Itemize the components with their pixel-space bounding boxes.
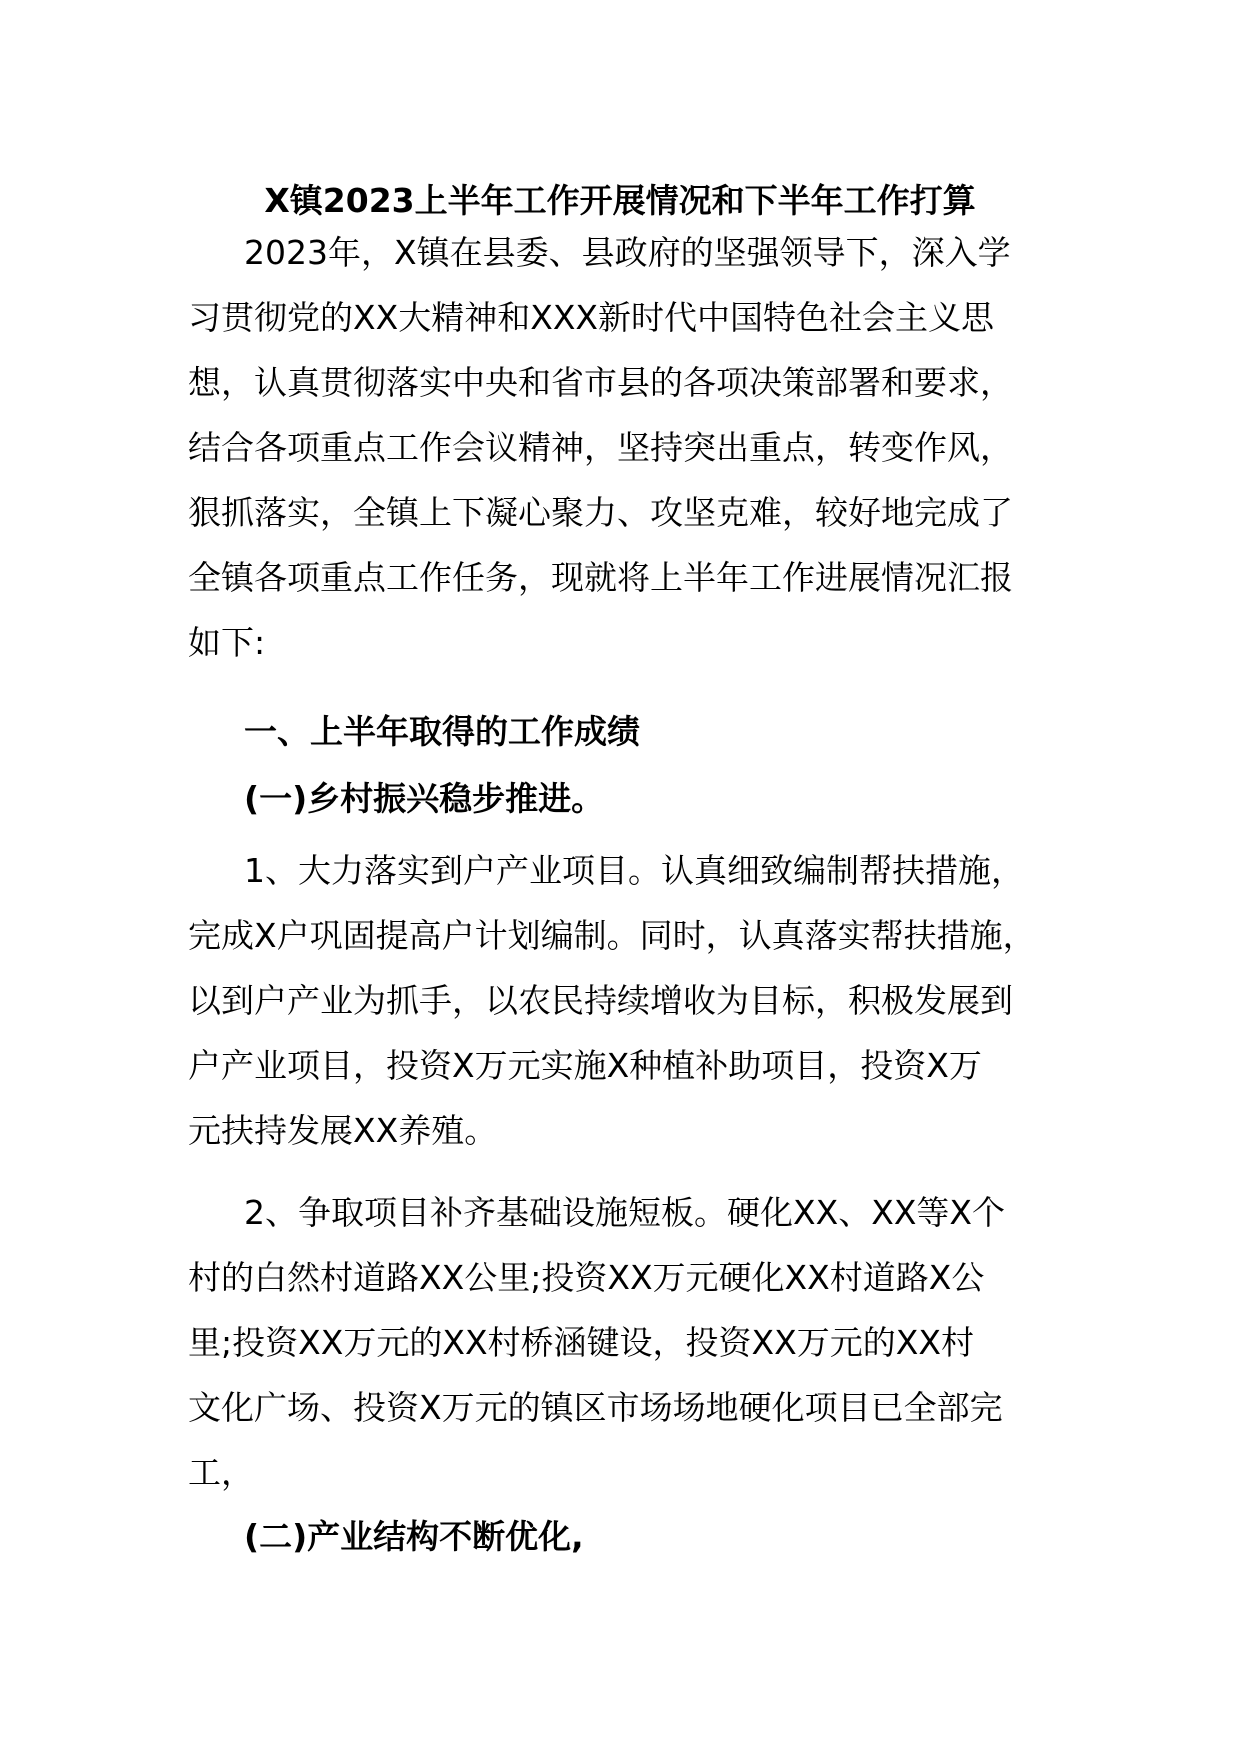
- subsection-heading: (一)乡村振兴稳步推进。: [244, 779, 605, 818]
- item-2-line: 文化广场、投资X万元的镇区市场场地硬化项目已全部完: [188, 1388, 1003, 1427]
- intro-line: 习贯彻党的XX大精神和XXX新时代中国特色社会主义思: [188, 298, 995, 337]
- intro-line: 结合各项重点工作会议精神，坚持突出重点，转变作风，: [188, 428, 1013, 467]
- item-1-paragraph: [188, 838, 1068, 1163]
- subsection-heading: (二)产业结构不断优化,: [244, 1517, 584, 1556]
- item-1-line: 元扶持发展XX养殖。: [188, 1111, 498, 1150]
- item-2-line: 里;投资XX万元的XX村桥涵键设，投资XX万元的XX村: [188, 1323, 974, 1362]
- item-1-line: 以到户产业为抓手，以农民持续增收为目标，积极发展到: [188, 981, 1013, 1020]
- item-2-line: 村的白然村道路XX公里;投资XX万元硬化XX村道路X公: [188, 1258, 985, 1297]
- intro-line: 全镇各项重点工作任务，现就将上半年工作进展情况汇报: [188, 558, 1013, 597]
- intro-line: 2023年，X镇在县委、县政府的坚强领导下，深入学: [244, 233, 1011, 272]
- item-2-line: 工，: [188, 1453, 254, 1492]
- document-title: X镇2023上半年工作开展情况和下半年工作打算: [264, 181, 976, 220]
- intro-line: 想，认真贯彻落实中央和省市县的各项决策部署和要求，: [188, 363, 1013, 402]
- item-1-line: 完成X户巩固提高户计划编制。同时，认真落实帮扶措施，: [188, 916, 1036, 955]
- item-1-line: 1、大力落实到户产业项目。认真细致编制帮扶措施，: [244, 851, 1024, 890]
- item-2-paragraph: [188, 1180, 1068, 1505]
- section-heading: 一、上半年取得的工作成绩: [244, 712, 640, 751]
- item-2-line: 2、争取项目补齐基础设施短板。硬化XX、XX等X个: [244, 1193, 1006, 1232]
- intro-line: 狠抓落实，全镇上下凝心聚力、攻坚克难，较好地完成了: [188, 493, 1013, 532]
- intro-paragraph: [188, 220, 1068, 675]
- item-1-line: 户产业项目，投资X万元实施X种植补助项目，投资X万: [188, 1046, 982, 1085]
- intro-line: 如下:: [188, 623, 266, 662]
